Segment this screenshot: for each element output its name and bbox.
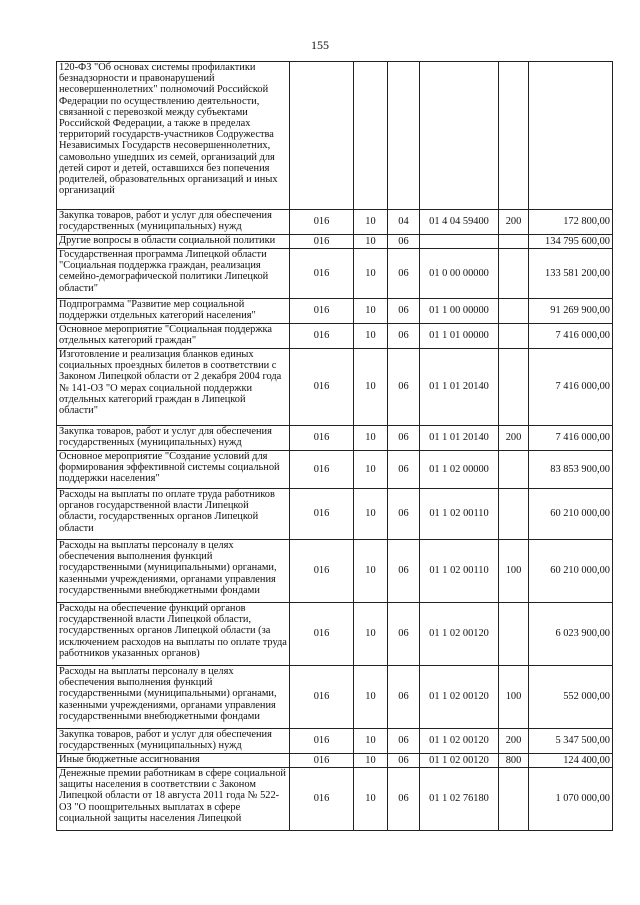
subsection-code: 06	[388, 324, 420, 349]
subsection-code: 06	[388, 768, 420, 831]
target-code	[420, 62, 499, 210]
amount: 7 416 000,00	[529, 349, 613, 426]
section-code: 10	[354, 729, 388, 754]
ministry-code: 016	[290, 540, 354, 603]
section-code: 10	[354, 603, 388, 666]
table-row	[57, 489, 613, 540]
row-name: Расходы на выплаты персоналу в целях обеспечения выполнения функций государственными (муниципальными) органами, казенными учреждениями, органами управления государственными внебюджетными фондами	[57, 666, 290, 729]
subsection-code: 06	[388, 235, 420, 249]
target-code: 01 1 01 20140	[420, 426, 499, 451]
target-code: 01 1 02 76180	[420, 768, 499, 831]
expense-code: 800	[499, 754, 529, 768]
ministry-code	[290, 62, 354, 210]
row-name: Изготовление и реализация бланков единых социальных проездных билетов в соответствии с Законом Липецкой области от 2 декабря 2004 года № 141-ОЗ "О мерах социальной поддержки отдельных категорий граждан в Липецкой области"	[57, 349, 290, 426]
expense-code	[499, 349, 529, 426]
ministry-code: 016	[290, 349, 354, 426]
subsection-code: 06	[388, 729, 420, 754]
table-row	[57, 235, 613, 249]
subsection-code	[388, 62, 420, 210]
table-row	[57, 540, 613, 603]
amount: 552 000,00	[529, 666, 613, 729]
expense-code	[499, 451, 529, 489]
ministry-code: 016	[290, 603, 354, 666]
amount: 60 210 000,00	[529, 540, 613, 603]
expense-code	[499, 768, 529, 831]
table-row	[57, 603, 613, 666]
subsection-code: 06	[388, 540, 420, 603]
section-code: 10	[354, 489, 388, 540]
target-code	[420, 235, 499, 249]
subsection-code: 06	[388, 426, 420, 451]
row-name: Другие вопросы в области социальной политики	[57, 235, 290, 249]
section-code: 10	[354, 299, 388, 324]
subsection-code: 06	[388, 754, 420, 768]
row-name: Подпрограмма "Развитие мер социальной поддержки отдельных категорий населения"	[57, 299, 290, 324]
expense-code: 200	[499, 210, 529, 235]
expense-code	[499, 249, 529, 299]
target-code: 01 4 04 59400	[420, 210, 499, 235]
amount: 5 347 500,00	[529, 729, 613, 754]
expense-code: 200	[499, 729, 529, 754]
section-code: 10	[354, 324, 388, 349]
table-row	[57, 249, 613, 299]
expense-code	[499, 62, 529, 210]
subsection-code: 06	[388, 249, 420, 299]
table-row	[57, 666, 613, 729]
ministry-code: 016	[290, 235, 354, 249]
table-row	[57, 349, 613, 426]
amount: 134 795 600,00	[529, 235, 613, 249]
row-name: Закупка товаров, работ и услуг для обеспечения государственных (муниципальных) нужд	[57, 210, 290, 235]
expense-code	[499, 299, 529, 324]
row-name: Иные бюджетные ассигнования	[57, 754, 290, 768]
target-code: 01 1 02 00110	[420, 489, 499, 540]
ministry-code: 016	[290, 729, 354, 754]
target-code: 01 1 02 00110	[420, 540, 499, 603]
section-code	[354, 62, 388, 210]
row-name: 120-ФЗ "Об основах системы профилактики безнадзорности и правонарушений несовершеннолетних" полномочий Российской Федерации по осуществлению деятельности, связанной с перевозкой между субъектами Российской Федерации, а также в пределах территорий государств-участников Содружества Независимых Государств несовершеннолетних, самовольно ушедших из семей, организаций для детей сирот и детей, оставшихся без попечения родителей, образовательных организаций и иных организаций	[57, 62, 290, 210]
amount: 83 853 900,00	[529, 451, 613, 489]
target-code: 01 1 00 00000	[420, 299, 499, 324]
amount	[529, 62, 613, 210]
table-row	[57, 62, 613, 210]
budget-table	[56, 61, 613, 831]
amount: 124 400,00	[529, 754, 613, 768]
target-code: 01 1 02 00120	[420, 603, 499, 666]
subsection-code: 04	[388, 210, 420, 235]
expense-code: 100	[499, 666, 529, 729]
expense-code: 100	[499, 540, 529, 603]
subsection-code: 06	[388, 349, 420, 426]
table-row	[57, 754, 613, 768]
amount: 7 416 000,00	[529, 426, 613, 451]
section-code: 10	[354, 754, 388, 768]
ministry-code: 016	[290, 210, 354, 235]
row-name: Расходы на выплаты персоналу в целях обеспечения выполнения функций государственными (муниципальными) органами, казенными учреждениями, органами управления государственными внебюджетными фондами	[57, 540, 290, 603]
ministry-code: 016	[290, 768, 354, 831]
expense-code: 200	[499, 426, 529, 451]
row-name: Основное мероприятие "Социальная поддержка отдельных категорий граждан"	[57, 324, 290, 349]
target-code: 01 0 00 00000	[420, 249, 499, 299]
section-code: 10	[354, 540, 388, 603]
table-row	[57, 768, 613, 831]
row-name: Закупка товаров, работ и услуг для обеспечения государственных (муниципальных) нужд	[57, 729, 290, 754]
row-name: Закупка товаров, работ и услуг для обеспечения государственных (муниципальных) нужд	[57, 426, 290, 451]
ministry-code: 016	[290, 489, 354, 540]
ministry-code: 016	[290, 426, 354, 451]
table-row	[57, 210, 613, 235]
table-row	[57, 729, 613, 754]
target-code: 01 1 02 00120	[420, 754, 499, 768]
row-name: Денежные премии работникам в сфере социальной защиты населения в соответствии с Законом Липецкой области от 18 августа 2011 года № 522-ОЗ "О поощрительных выплатах в сфере социальной защиты населения Липецкой	[57, 768, 290, 831]
expense-code	[499, 603, 529, 666]
section-code: 10	[354, 666, 388, 729]
section-code: 10	[354, 426, 388, 451]
subsection-code: 06	[388, 451, 420, 489]
table-row	[57, 451, 613, 489]
row-name: Государственная программа Липецкой области "Социальная поддержка граждан, реализация семейно-демографической политики Липецкой области"	[57, 249, 290, 299]
amount: 91 269 900,00	[529, 299, 613, 324]
target-code: 01 1 02 00000	[420, 451, 499, 489]
section-code: 10	[354, 349, 388, 426]
amount: 172 800,00	[529, 210, 613, 235]
subsection-code: 06	[388, 666, 420, 729]
section-code: 10	[354, 249, 388, 299]
section-code: 10	[354, 235, 388, 249]
expense-code	[499, 324, 529, 349]
table-row	[57, 299, 613, 324]
ministry-code: 016	[290, 666, 354, 729]
ministry-code: 016	[290, 249, 354, 299]
page-number: 155	[311, 38, 329, 52]
subsection-code: 06	[388, 603, 420, 666]
row-name: Расходы на обеспечение функций органов государственной власти Липецкой области, государственных органов Липецкой области (за исключением расходов на выплаты по оплате труда работников указанных органов)	[57, 603, 290, 666]
amount: 60 210 000,00	[529, 489, 613, 540]
amount: 7 416 000,00	[529, 324, 613, 349]
expense-code	[499, 235, 529, 249]
expense-code	[499, 489, 529, 540]
ministry-code: 016	[290, 299, 354, 324]
target-code: 01 1 02 00120	[420, 729, 499, 754]
ministry-code: 016	[290, 754, 354, 768]
section-code: 10	[354, 451, 388, 489]
section-code: 10	[354, 768, 388, 831]
target-code: 01 1 01 20140	[420, 349, 499, 426]
subsection-code: 06	[388, 299, 420, 324]
amount: 133 581 200,00	[529, 249, 613, 299]
ministry-code: 016	[290, 324, 354, 349]
row-name: Основное мероприятие "Создание условий для формирования эффективной системы социальной поддержки населения"	[57, 451, 290, 489]
row-name: Расходы на выплаты по оплате труда работников органов государственной власти Липецкой области, государственных органов Липецкой области	[57, 489, 290, 540]
subsection-code: 06	[388, 489, 420, 540]
table-row	[57, 426, 613, 451]
amount: 1 070 000,00	[529, 768, 613, 831]
section-code: 10	[354, 210, 388, 235]
amount: 6 023 900,00	[529, 603, 613, 666]
target-code: 01 1 02 00120	[420, 666, 499, 729]
target-code: 01 1 01 00000	[420, 324, 499, 349]
table-row	[57, 324, 613, 349]
ministry-code: 016	[290, 451, 354, 489]
